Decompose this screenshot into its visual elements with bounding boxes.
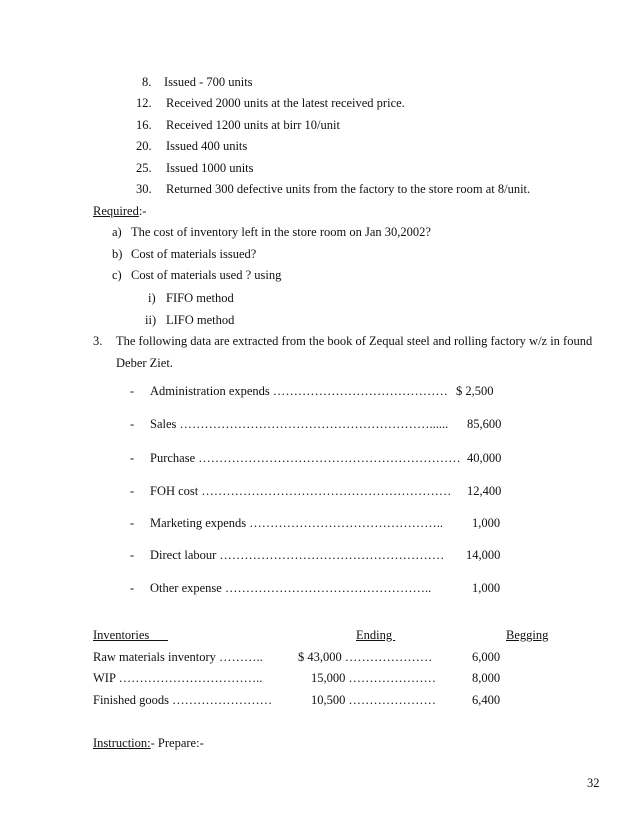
transaction-day: 20. — [136, 139, 152, 153]
inventory-label: Finished goods …………………… — [93, 693, 273, 707]
inventory-label: WIP …………………………….. — [93, 671, 263, 685]
expense-amount: 1,000 — [472, 581, 501, 595]
required-subitem-text: LIFO method — [166, 313, 235, 327]
expense-label: Direct labour ……………………………………………… — [150, 548, 445, 562]
required-label: Required — [93, 204, 139, 218]
required-subitem-label: ii) — [145, 313, 157, 327]
required-item-text: The cost of inventory left in the store room on Jan 30,2002? — [131, 225, 431, 239]
transaction-day: 16. — [136, 118, 152, 132]
transaction-text: Issued - 700 units — [164, 75, 253, 89]
instruction-line — [93, 736, 204, 751]
inventory-begging: 6,000 — [472, 650, 501, 664]
transaction-day: 25. — [136, 161, 152, 175]
list-dash: - — [130, 548, 135, 562]
inventory-begging: 6,400 — [472, 693, 501, 707]
list-dash: - — [130, 451, 135, 465]
list-dash: - — [130, 417, 135, 431]
expense-label: Other expense ………………………………………….. — [150, 581, 432, 595]
problem-number: 3. — [93, 334, 103, 348]
expense-amount: 85,600 — [467, 417, 502, 431]
required-item-text: Cost of materials used ? using — [131, 268, 282, 282]
required-item-text: Cost of materials issued? — [131, 247, 257, 261]
transaction-day: 8. — [142, 75, 152, 89]
expense-label: FOH cost …………………………………………………… — [150, 484, 452, 498]
inventory-ending: $ 43,000 ………………… — [298, 650, 433, 664]
transaction-text: Issued 400 units — [166, 139, 248, 153]
problem-text: The following data are extracted from the book of Zequal steel and rolling factory w/z in found — [116, 334, 593, 348]
required-item-label: c) — [112, 268, 122, 282]
problem-text-continued: Deber Ziet. — [116, 356, 173, 370]
inventory-ending: 15,000 ………………… — [311, 671, 436, 685]
expense-label: Purchase ……………………………………………………… — [150, 451, 461, 465]
expense-amount: 14,000 — [466, 548, 501, 562]
transaction-text: Received 1200 units at birr 10/unit — [166, 118, 340, 132]
transaction-text: Returned 300 defective units from the factory to the store room at 8/unit. — [166, 182, 531, 196]
expense-label: Administration expends …………………………………… — [150, 384, 448, 398]
transaction-day: 12. — [136, 96, 152, 110]
required-subitem-label: i) — [148, 291, 156, 305]
required-suffix: :- — [138, 204, 147, 218]
begging-header: Begging — [506, 628, 549, 642]
required-item-label: b) — [112, 247, 123, 261]
ending-header: Ending — [356, 628, 396, 642]
required-item-label: a) — [112, 225, 122, 239]
expense-amount: 1,000 — [472, 516, 501, 530]
instruction-label: Instruction: — [93, 736, 151, 750]
transaction-day: 30. — [136, 182, 152, 196]
list-dash: - — [130, 581, 135, 595]
expense-amount: 12,400 — [467, 484, 502, 498]
list-dash: - — [130, 384, 135, 398]
expense-label: Marketing expends ……………………………………….. — [150, 516, 444, 530]
list-dash: - — [130, 516, 135, 530]
inventory-begging: 8,000 — [472, 671, 501, 685]
instruction-text: - Prepare:- — [150, 736, 204, 750]
expense-amount: $ 2,500 — [456, 384, 494, 398]
transaction-text: Issued 1000 units — [166, 161, 254, 175]
list-dash: - — [130, 484, 135, 498]
expense-label: Sales ……………………………………………………...... — [150, 417, 449, 431]
required-subitem-text: FIFO method — [166, 291, 234, 305]
inventories-header: Inventories — [93, 628, 168, 642]
inventory-ending: 10,500 ………………… — [311, 693, 436, 707]
expense-amount: 40,000 — [467, 451, 502, 465]
required-heading — [93, 204, 146, 219]
inventory-label: Raw materials inventory ……….. — [93, 650, 263, 664]
page-number: 32 — [587, 776, 600, 790]
transaction-text: Received 2000 units at the latest received price. — [166, 96, 405, 110]
